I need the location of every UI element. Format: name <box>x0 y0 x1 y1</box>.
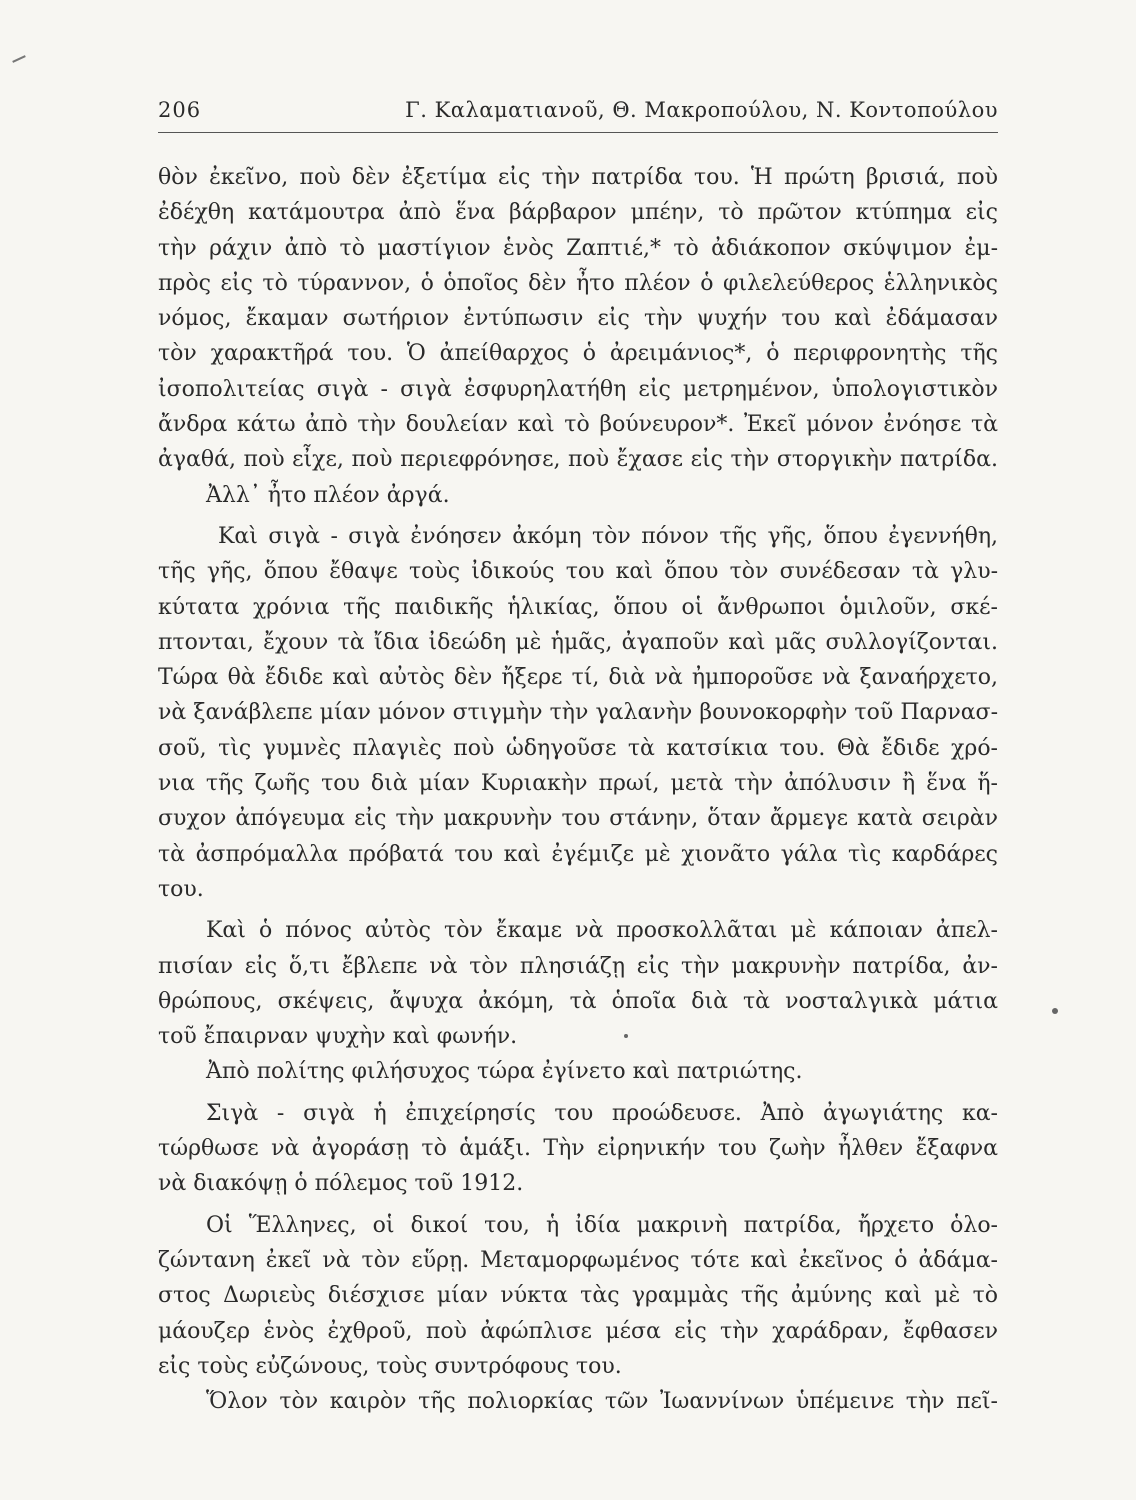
text-line: τώρθωσε νὰ ἀγοράσῃ τὸ ἁμάξι. Τὴν εἰρηνικήν του ζωὴν ἦλθεν ἔξαφνα <box>158 1136 998 1162</box>
page-number: 206 <box>158 98 202 122</box>
scan-speck <box>1052 1008 1058 1014</box>
text-line: Σιγὰ - σιγὰ ἡ ἐπιχείρησίς του προώδευσε. Ἀπὸ ἀγωγιάτης κα- <box>206 1100 998 1126</box>
text-line: του. <box>158 876 204 902</box>
text-line: τῆς γῆς, ὅπου ἔθαψε τοὺς ἰδικούς του καὶ ὅπου τὸν συνέδεσαν τὰ γλυ- <box>158 559 998 585</box>
text-line: Οἱ Ἕλληνες, οἱ δικοί του, ἡ ἰδία μακρινὴ πατρίδα, ἤρχετο ὁλο- <box>206 1212 998 1238</box>
text-line: τὴν ράχιν ἀπὸ τὸ μαστίγιον ἑνὸς Ζαπτιέ,* τὸ ἀδιάκοπον σκύψιμον ἐμ- <box>158 235 998 261</box>
text-line: ἰσοπολιτείας σιγὰ - σιγὰ ἐσφυρηλατήθη εἰς μετρημένον, ὑπολογιστικὸν <box>158 376 998 402</box>
text-line: νια τῆς ζωῆς του διὰ μίαν Κυριακὴν πρωί, μετὰ τὴν ἀπόλυσιν ἢ ἕνα ἥ- <box>158 771 998 797</box>
text-line: ζώντανη ἐκεῖ νὰ τὸν εὕρῃ. Μεταμορφωμένος τότε καὶ ἐκεῖνος ὁ ἀδάμα- <box>158 1247 998 1273</box>
page-header <box>158 98 998 132</box>
text-line: νὰ ξανάβλεπε μίαν μόνον στιγμὴν τὴν γαλανὴν βουνοκορφὴν τοῦ Παρνασ- <box>158 700 998 726</box>
text-line: μάουζερ ἑνὸς ἐχθροῦ, ποὺ ἀφώπλισε μέσα εἰς τὴν χαράδραν, ἔφθασεν <box>158 1318 998 1344</box>
text-line: εἰς τοὺς εὐζώνους, τοὺς συντρόφους του. <box>158 1353 622 1379</box>
text-line: Ἀπὸ πολίτης φιλήσυχος τώρα ἐγίνετο καὶ πατριώτης. <box>206 1059 803 1085</box>
text-line: Ὅλον τὸν καιρὸν τῆς πολιορκίας τῶν Ἰωαννίνων ὑπέμεινε τὴν πεῖ- <box>206 1389 998 1415</box>
text-line: νόμος, ἔκαμαν σωτήριον ἐντύπωσιν εἰς τὴν ψυχήν του καὶ ἐδάμασαν <box>158 306 998 332</box>
text-line: θρώπους, σκέψεις, ἄψυχα ἀκόμη, τὰ ὁποῖα διὰ τὰ νοσταλγικὰ μάτια <box>158 988 998 1014</box>
text-line: τὸν χαρακτῆρά του. Ὁ ἀπείθαρχος ὁ ἀρειμάνιος*, ὁ περιφρονητὴς τῆς <box>158 341 998 367</box>
text-line: ἐδέχθη κατάμουτρα ἀπὸ ἕνα βάρβαρον μπέην, τὸ πρῶτον κτύπημα εἰς <box>158 200 998 226</box>
running-head: Γ. Καλαματιανοῦ, Θ. Μακροπούλου, Ν. Κοντοπούλου <box>405 98 998 122</box>
text-line: τοῦ ἔπαιρναν ψυχὴν καὶ φωνήν. <box>158 1024 518 1050</box>
text-line: Καὶ ὁ πόνος αὐτὸς τὸν ἔκαμε νὰ προσκολλᾶται μὲ κάποιαν ἀπελ- <box>206 918 998 944</box>
scan-speck <box>624 1034 628 1038</box>
text-line: νὰ διακόψῃ ὁ πόλεμος τοῦ 1912. <box>158 1171 524 1197</box>
header-rule <box>158 132 998 133</box>
text-line: ἄνδρα κάτω ἀπὸ τὴν δουλείαν καὶ τὸ βούνευρον*. Ἐκεῖ μόνον ἐνόησε τὰ <box>158 412 998 438</box>
text-line: στος Δωριεὺς διέσχισε μίαν νύκτα τὰς γραμμὰς τῆς ἀμύνης καὶ μὲ τὸ <box>158 1283 998 1309</box>
text-line: Καὶ σιγὰ - σιγὰ ἐνόησεν ἀκόμη τὸν πόνον τῆς γῆς, ὅπου ἐγεννήθη, <box>218 523 998 549</box>
text-line: τὰ ἀσπρόμαλλα πρόβατά του καὶ ἐγέμιζε μὲ χιονᾶτο γάλα τὶς καρδάρες <box>158 841 998 867</box>
text-line: πρὸς εἰς τὸ τύραννον, ὁ ὁποῖος δὲν ἦτο πλέον ὁ φιλελεύθερος ἑλληνικὸς <box>158 270 998 296</box>
body-text <box>158 160 998 1419</box>
text-line: κύτατα χρόνια τῆς παιδικῆς ἡλικίας, ὅπου οἱ ἄνθρωποι ὁμιλοῦν, σκέ- <box>158 594 998 620</box>
text-line: Ἀλλ᾽ ἦτο πλέον ἀργά. <box>206 482 450 508</box>
text-line: ἀγαθά, ποὺ εἶχε, ποὺ περιεφρόνησε, ποὺ ἔχασε εἰς τὴν στοργικὴν πατρίδα. <box>158 447 998 473</box>
text-line: θὸν ἐκεῖνο, ποὺ δὲν ἐξετίμα εἰς τὴν πατρίδα του. Ἡ πρώτη βρισιά, ποὺ <box>158 165 998 190</box>
text-line: πισίαν εἰς ὅ,τι ἔβλεπε νὰ τὸν πλησιάζῃ εἰς τὴν μακρυνὴν πατρίδα, ἀν- <box>158 953 998 979</box>
text-line: σοῦ, τὶς γυμνὲς πλαγιὲς ποὺ ὡδηγοῦσε τὰ κατσίκια του. Θὰ ἔδιδε χρό- <box>158 735 998 761</box>
text-line: συχον ἀπόγευμα εἰς τὴν μακρυνὴν του στάνην, ὅταν ἄρμεγε κατὰ σειρὰν <box>158 806 998 832</box>
text-line: πτονται, ἔχουν τὰ ἴδια ἰδεώδη μὲ ἡμᾶς, ἀγαποῦν καὶ μᾶς συλλογίζονται. <box>158 629 998 655</box>
text-line: Τώρα θὰ ἔδιδε καὶ αὐτὸς δὲν ἤξερε τί, διὰ νὰ ἠμποροῦσε νὰ ξαναήρχετο, <box>158 665 998 691</box>
scan-mark <box>12 55 26 63</box>
